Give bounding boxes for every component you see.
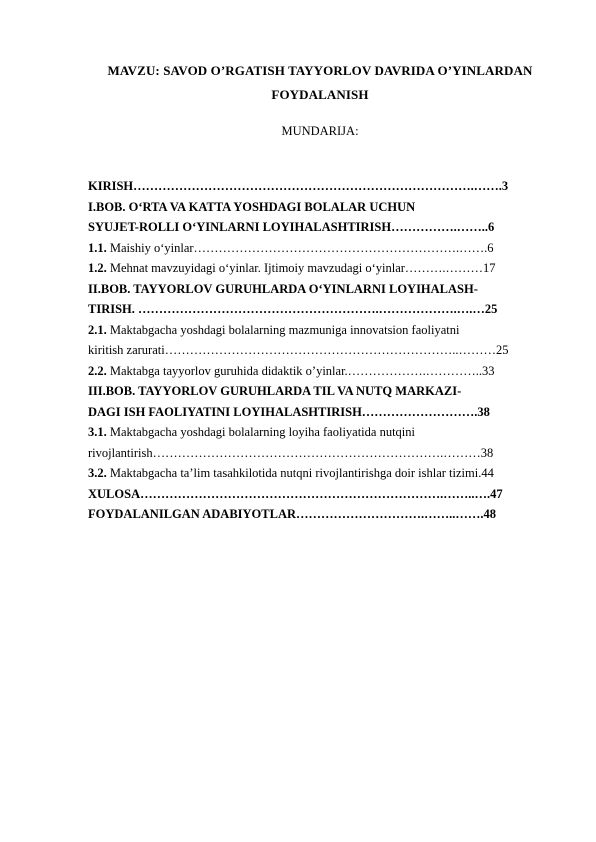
toc-line [88, 238, 548, 259]
toc-entry-text: TIRISH. ………………………………………………….……………….….…25 [88, 302, 498, 316]
toc-line [88, 402, 548, 423]
toc-line [88, 320, 548, 341]
toc-section-number: 2.2. [88, 363, 107, 378]
toc-line [88, 484, 548, 505]
toc-line [88, 361, 548, 382]
toc-line [88, 504, 548, 525]
toc-entry-text: XULOSA……………………………………………………………….……..….47 [88, 486, 503, 501]
toc-section-number: 2.1. [88, 322, 107, 337]
toc-entry-text: Maktabgacha yoshdagi bolalarning mazmuniga innovatsion faoliyatni [106, 322, 460, 337]
toc-entry-text: Mehnat mavzuyidagi o‘yinlar. Ijtimoiy mavzudagi o‘yinlar……….………17 [106, 261, 496, 275]
toc-heading: MUNDARIJA: [281, 124, 359, 138]
toc-line [88, 258, 548, 279]
title-line-1: MAVZU: SAVOD O’RGATISH TAYYORLOV DAVRIDA O’YINLARDAN [107, 63, 533, 78]
toc-section-number: 3.2. [88, 466, 107, 480]
document-title [60, 59, 580, 107]
toc-line [88, 463, 548, 484]
toc-line [88, 217, 548, 238]
toc-line [88, 381, 548, 402]
toc-section-number: 1.2. [88, 261, 107, 275]
toc-line [88, 197, 548, 218]
toc-section-number: 3.1. [88, 425, 107, 439]
toc-line [88, 299, 548, 320]
toc-entry-text: Maktabga tayyorlov guruhida didaktik o’yinlar.……………….…………..33 [106, 363, 495, 378]
toc-entry-text: Maktabgacha ta’lim tasahkilotida nutqni rivojlantirishga doir ishlar tizimi.44 [106, 466, 494, 480]
toc-entry-text: SYUJET-ROLLI O‘YINLARNI LOYIHALASHTIRISH…………….……..6 [88, 220, 495, 234]
toc-entry-text: KIRISH……………………………………………………………………….…….3 [88, 179, 509, 193]
toc-entry-text: Maishiy o‘yinlar……………………………………………………….…….6 [106, 240, 494, 255]
toc-line [88, 422, 548, 443]
toc-line [88, 443, 548, 464]
toc-entry-text: DAGI ISH FAOLIYATINI LOYIHALASHTIRISH……………………….38 [88, 404, 490, 419]
toc-entry-text: I.BOB. O‘RTA VA KATTA YOSHDAGI BOLALAR UCHUN [88, 199, 416, 214]
toc-entry-text: rivojlantirish…………………………………………………………….………38 [88, 445, 494, 460]
toc-entry-text: Maktabgacha yoshdagi bolalarning loyiha faoliyatida nutqini [106, 425, 416, 439]
toc-line [88, 340, 548, 361]
toc-entry-text: FOYDALANILGAN ADABIYOTLAR………………………….……..…….48 [88, 507, 497, 521]
table-of-contents [88, 176, 548, 525]
toc-entry-text: II.BOB. TAYYORLOV GURUHLARDA O‘YINLARNI LOYIHALASH- [88, 281, 478, 296]
toc-entry-text: kiritish zarurati……………………………………………………………..………25 [88, 343, 509, 357]
toc-line [88, 279, 548, 300]
toc-line [88, 176, 548, 197]
title-line-2: FOYDALANISH [271, 87, 369, 102]
toc-section-number: 1.1. [88, 240, 107, 255]
toc-entry-text: III.BOB. TAYYORLOV GURUHLARDA TIL VA NUTQ MARKAZI- [88, 384, 462, 398]
